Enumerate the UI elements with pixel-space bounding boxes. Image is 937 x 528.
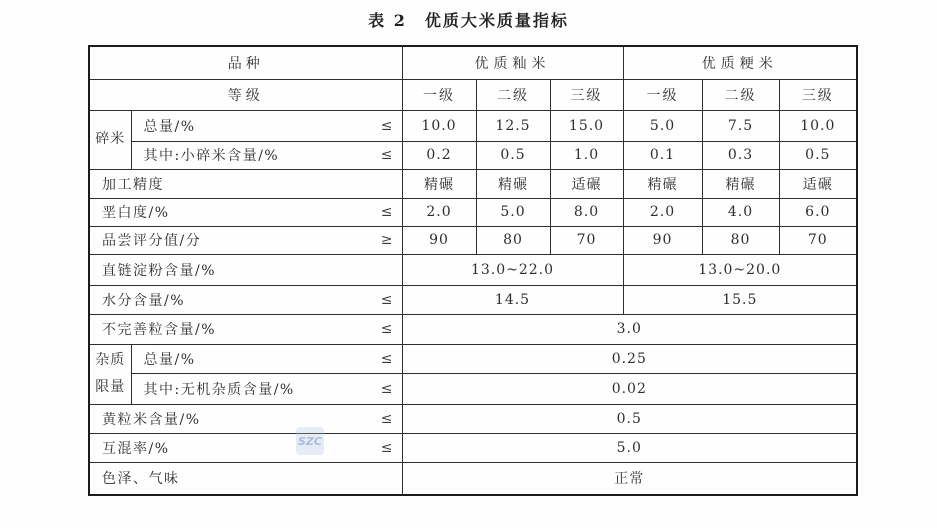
label-text: 不完善粒含量/%: [102, 322, 217, 338]
label-text: 互混率/%: [102, 440, 170, 457]
value-cell: 0.1: [623, 141, 702, 169]
value-cell: 5.0: [623, 110, 702, 141]
label-yellow-kernels: [89, 404, 402, 433]
value-cell: 5.0: [476, 198, 550, 226]
header-grade-1: 一级: [402, 79, 476, 110]
header-group-japonica: 优质粳米: [623, 46, 857, 79]
value-cell: 90: [402, 226, 476, 254]
label-impurity-total: [131, 344, 402, 373]
value-cell: 8.0: [550, 198, 623, 226]
value-cell: 0.2: [402, 141, 476, 169]
value-cell: 2.0: [623, 198, 702, 226]
row-amylose: [89, 254, 857, 285]
header-group-indica: 优质籼米: [402, 46, 623, 79]
le-symbol: ≤: [380, 439, 393, 456]
row-chalkiness: [89, 198, 857, 226]
row-impurity-total: [89, 344, 857, 373]
label-moisture: [89, 285, 402, 314]
table-title: 表 2 优质大米质量指标: [368, 11, 569, 30]
group-line-2: 限量: [95, 379, 126, 395]
value-cell: 4.0: [702, 198, 779, 226]
le-symbol: ≤: [380, 147, 393, 163]
le-symbol: ≤: [380, 350, 393, 367]
le-symbol: ≤: [380, 380, 393, 397]
label-text: 品尝评分值/分: [102, 233, 202, 249]
label-text: 黄粒米含量/%: [102, 411, 201, 428]
group-line-1: 杂质: [95, 352, 126, 369]
value-cell: 12.5: [476, 110, 550, 141]
row-impurity-inorganic: [89, 373, 857, 404]
value-cell: 0.5: [476, 141, 550, 169]
value-cell-japonica: 13.0~20.0: [623, 254, 857, 285]
watermark-logo: SZC: [296, 427, 324, 455]
row-taste-score: [89, 226, 857, 254]
value-cell: 适碾: [779, 169, 857, 198]
label-text: 直链淀粉含量/%: [102, 262, 217, 279]
label-broken-rice-small: [131, 141, 402, 169]
value-cell-indica: 14.5: [402, 285, 623, 314]
label-chalkiness: [89, 198, 402, 226]
le-symbol: ≤: [380, 291, 393, 308]
value-cell: 2.0: [402, 198, 476, 226]
le-symbol: ≤: [380, 204, 393, 220]
label-taste-score: [89, 226, 402, 254]
label-broken-rice-total: [131, 110, 402, 141]
label-imperfect-kernels: [89, 314, 402, 344]
value-cell: 7.5: [702, 110, 779, 141]
value-cell: 精碾: [476, 169, 550, 198]
label-text: 水分含量/%: [102, 292, 186, 309]
value-cell: 70: [779, 226, 857, 254]
header-grade-5: 二级: [702, 79, 779, 110]
row-milling-degree: [89, 169, 857, 198]
row-color-odor: [89, 462, 857, 495]
header-variety: 品种: [89, 46, 402, 79]
label-amylose: [89, 254, 402, 285]
value-cell: 80: [702, 226, 779, 254]
label-text: 总量/%: [143, 118, 196, 135]
le-symbol: ≤: [380, 117, 393, 134]
row-yellow-kernels: [89, 404, 857, 433]
label-text: 总量/%: [143, 351, 196, 368]
value-cell-japonica: 15.5: [623, 285, 857, 314]
label-impurity-inorganic: [131, 373, 402, 404]
value-cell: 0.3: [702, 141, 779, 169]
le-symbol: ≤: [380, 321, 393, 337]
value-cell-full: 3.0: [402, 314, 857, 344]
value-cell: 15.0: [550, 110, 623, 141]
label-color-odor: [89, 462, 402, 495]
value-cell: 适碾: [550, 169, 623, 198]
label-text: 色泽、气味: [102, 471, 180, 488]
value-cell: 80: [476, 226, 550, 254]
row-imperfect-kernels: [89, 314, 857, 344]
rice-quality-table: [88, 45, 858, 496]
value-cell: 1.0: [550, 141, 623, 169]
value-cell: 6.0: [779, 198, 857, 226]
value-cell: 0.5: [779, 141, 857, 169]
row-mixing-rate: [89, 433, 857, 462]
label-mixing-rate: [89, 433, 402, 462]
label-text: 垩白度/%: [102, 205, 170, 221]
label-milling-degree: [89, 169, 402, 198]
value-cell: 10.0: [402, 110, 476, 141]
value-cell: 精碾: [623, 169, 702, 198]
header-grade-6: 三级: [779, 79, 857, 110]
header-row-grade: [89, 79, 857, 110]
value-cell: 70: [550, 226, 623, 254]
value-cell-full: 0.5: [402, 404, 857, 433]
group-broken-rice: 碎米: [89, 110, 131, 169]
group-impurity-limit: [89, 344, 131, 404]
label-text: 其中:小碎米含量/%: [143, 148, 280, 164]
row-broken-rice-total: [89, 110, 857, 141]
label-text: 加工精度: [102, 176, 164, 193]
value-cell: 精碾: [402, 169, 476, 198]
value-cell: 精碾: [702, 169, 779, 198]
value-cell-indica: 13.0~22.0: [402, 254, 623, 285]
ge-symbol: ≥: [380, 232, 393, 248]
row-moisture: [89, 285, 857, 314]
value-cell-full: 0.25: [402, 344, 857, 373]
header-grade-3: 三级: [550, 79, 623, 110]
value-cell: 90: [623, 226, 702, 254]
header-row-variety: [89, 46, 857, 79]
le-symbol: ≤: [380, 410, 393, 427]
header-grade-4: 一级: [623, 79, 702, 110]
header-grade-2: 二级: [476, 79, 550, 110]
label-text: 其中:无机杂质含量/%: [143, 381, 295, 398]
value-cell-full: 0.02: [402, 373, 857, 404]
value-cell-full: 5.0: [402, 433, 857, 462]
header-grade: 等级: [89, 79, 402, 110]
row-broken-rice-small: [89, 141, 857, 169]
value-cell: 10.0: [779, 110, 857, 141]
value-cell-full: 正常: [402, 462, 857, 495]
